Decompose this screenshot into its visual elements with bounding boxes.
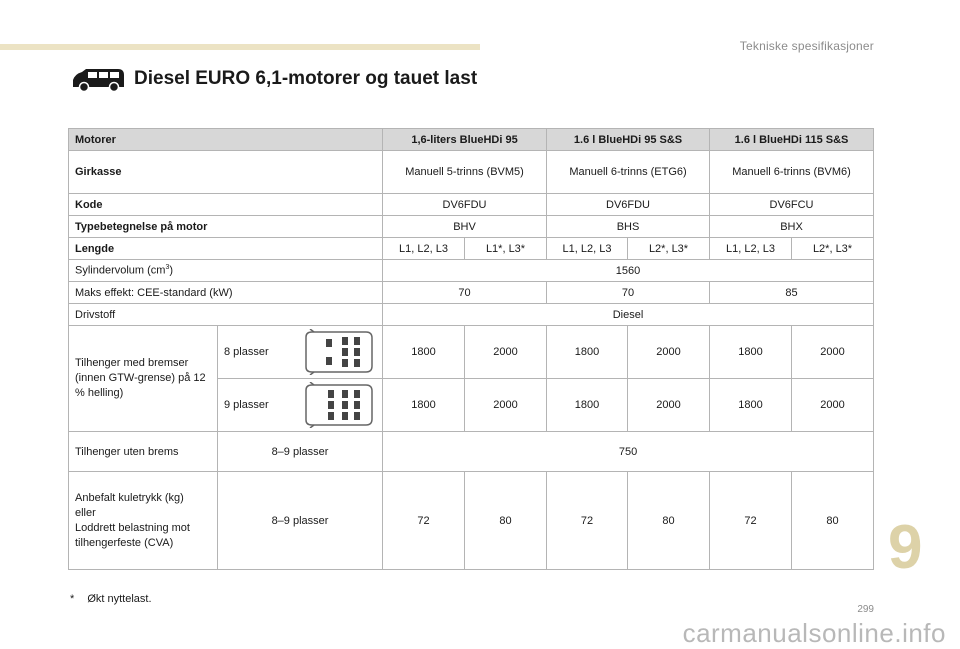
braked-value: 2000 [628, 326, 710, 379]
noseweight-seats: 8–9 plasser [218, 472, 383, 570]
section-label: Tekniske spesifikasjoner [739, 39, 874, 53]
footnote-text: Økt nyttelast. [87, 593, 152, 605]
header-engine-3: 1.6 l BlueHDi 115 S&S [710, 129, 874, 151]
braked-value: 2000 [628, 379, 710, 432]
footnote [70, 593, 152, 605]
braked-value: 2000 [792, 326, 874, 379]
braked-value: 2000 [792, 379, 874, 432]
noseweight-value: 72 [383, 472, 465, 570]
braked-seats-8 [218, 326, 383, 379]
fuel-row [69, 304, 874, 326]
cylinder-label: Sylindervolum $(cm^3)$ [69, 260, 383, 282]
watermark: carmanualsonline.info [682, 618, 946, 648]
braked-value: 1800 [383, 379, 465, 432]
cylinder-value: 1560 [383, 260, 874, 282]
power-value: 85 [710, 282, 874, 304]
gearbox-row [69, 151, 874, 194]
top-accent-bar [0, 44, 480, 50]
braked-value: 1800 [710, 326, 792, 379]
power-value: 70 [547, 282, 710, 304]
seats-label: 9 plasser [224, 399, 269, 411]
braked-value: 1800 [383, 326, 465, 379]
braked-row-8 [69, 326, 874, 379]
length-value: L2*, L3* [628, 238, 710, 260]
title-block [70, 64, 477, 94]
unbraked-label: Tilhenger uten brems [69, 432, 218, 472]
gearbox-value: Manuell 5-trinns (BVM5) [383, 151, 547, 194]
length-value: L1, L2, L3 [710, 238, 792, 260]
gearbox-label: Girkasse [69, 151, 383, 194]
braked-value: 2000 [465, 379, 547, 432]
page-number: 299 [857, 604, 874, 615]
length-label: Lengde [69, 238, 383, 260]
header-label: Motorer [69, 129, 383, 151]
braked-value: 1800 [547, 326, 628, 379]
type-value: BHV [383, 216, 547, 238]
length-value: L1, L2, L3 [547, 238, 628, 260]
length-value: L2*, L3* [792, 238, 874, 260]
unbraked-value: 750 [383, 432, 874, 472]
unbraked-seats: 8–9 plasser [218, 432, 383, 472]
power-row [69, 282, 874, 304]
spec-table [68, 128, 874, 570]
van-icon [70, 65, 126, 93]
gearbox-value: Manuell 6-trinns (BVM6) [710, 151, 874, 194]
code-value: DV6FDU [547, 194, 710, 216]
braked-value: 1800 [547, 379, 628, 432]
braked-value: 1800 [710, 379, 792, 432]
code-value: DV6FCU [710, 194, 874, 216]
code-label: Kode [69, 194, 383, 216]
noseweight-row [69, 472, 874, 570]
power-value: 70 [383, 282, 547, 304]
type-label: Typebetegnelse på motor [69, 216, 383, 238]
noseweight-label: Anbefalt kuletrykk (kg) eller Loddrett belastning mot tilhengerfeste (CVA) [69, 472, 218, 570]
gearbox-value: Manuell 6-trinns (ETG6) [547, 151, 710, 194]
braked-seats-9 [218, 379, 383, 432]
van-9-seats-icon [300, 382, 376, 428]
fuel-label: Drivstoff [69, 304, 383, 326]
type-value: BHX [710, 216, 874, 238]
length-value: L1, L2, L3 [383, 238, 465, 260]
header-engine-2: 1.6 l BlueHDi 95 S&S [547, 129, 710, 151]
noseweight-value: 72 [710, 472, 792, 570]
braked-label: Tilhenger med bremser (innen GTW-grense) på 12 % helling) [69, 326, 218, 432]
braked-value: 2000 [465, 326, 547, 379]
page-title: Diesel EURO 6,1-motorer og tauet last [134, 68, 478, 89]
header-row [69, 129, 874, 151]
code-value: DV6FDU [383, 194, 547, 216]
noseweight-value: 80 [792, 472, 874, 570]
type-value: BHS [547, 216, 710, 238]
cylinder-row [69, 260, 874, 282]
fuel-value: Diesel [383, 304, 874, 326]
header-engine-1: 1,6-liters BlueHDi 95 [383, 129, 547, 151]
unbraked-row [69, 432, 874, 472]
noseweight-value: 72 [547, 472, 628, 570]
noseweight-value: 80 [465, 472, 547, 570]
code-row [69, 194, 874, 216]
power-label: Maks effekt: CEE-standard (kW) [69, 282, 383, 304]
footnote-star: * [70, 593, 75, 605]
seats-label: 8 plasser [224, 346, 269, 358]
length-row [69, 238, 874, 260]
type-row [69, 216, 874, 238]
van-8-seats-icon [300, 329, 376, 375]
length-value: L1*, L3* [465, 238, 547, 260]
noseweight-value: 80 [628, 472, 710, 570]
chapter-number: 9 [888, 513, 923, 582]
